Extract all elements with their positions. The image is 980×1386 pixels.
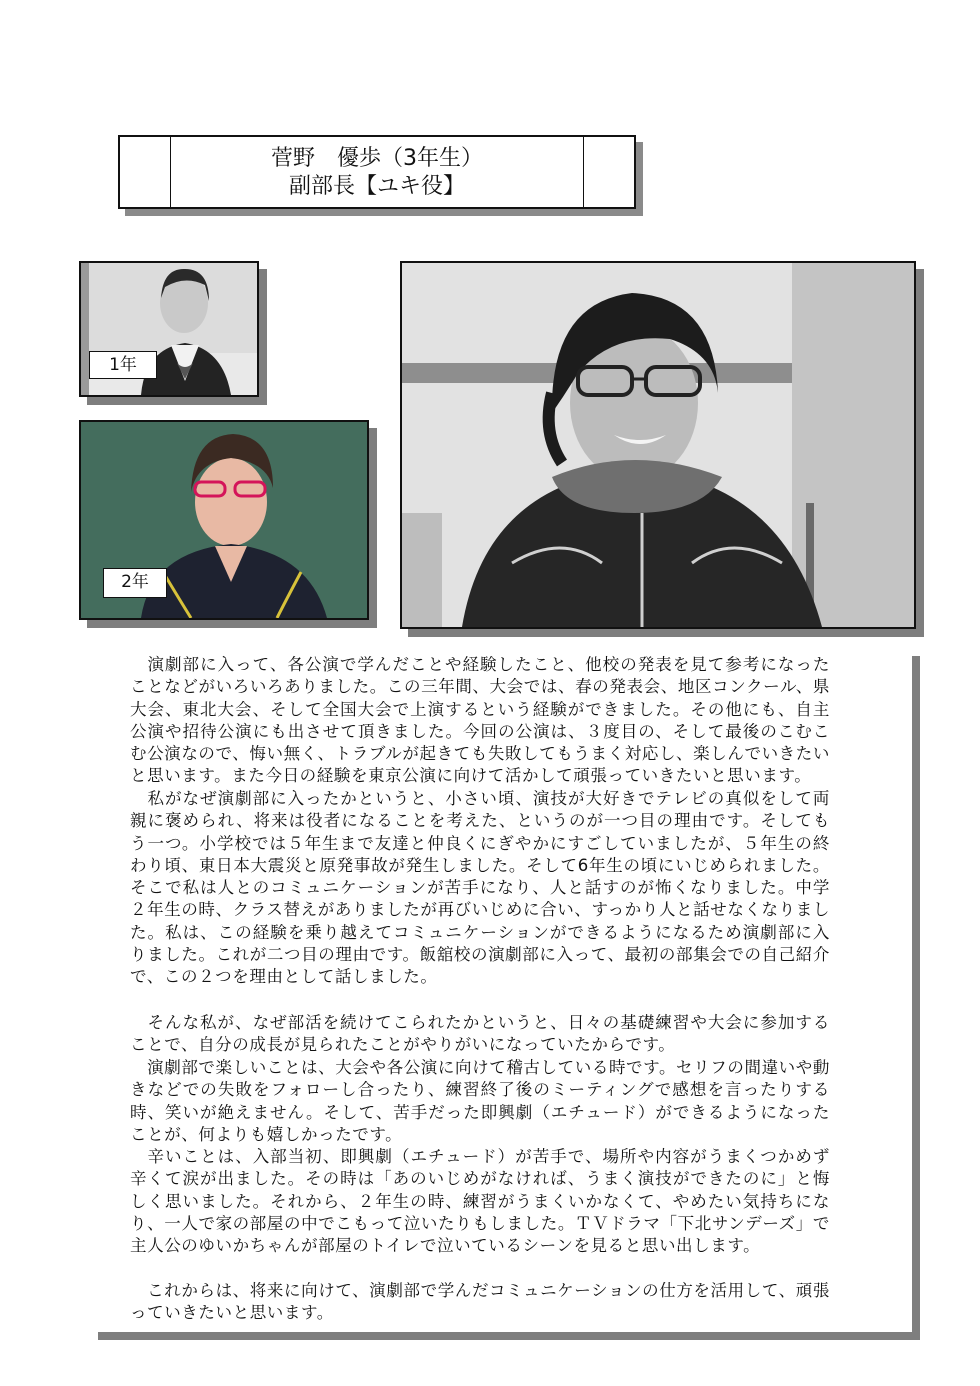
student-name: 菅野 優歩（3年生） bbox=[271, 146, 483, 171]
essay-paragraph: これからは、将来に向けて、演劇部で学んだコミュニケーションの仕方を活用して、頑張っていきたいと思います。 bbox=[130, 1281, 830, 1323]
third-year-photo-image bbox=[402, 263, 914, 627]
essay-panel bbox=[90, 648, 912, 1332]
essay-paragraph: 演劇部に入って、各公演で学んだことや経験したこと、他校の発表を見て参考になったことなどがいろいろありました。この三年間、大会では、春の発表会、地区コンクール、県大会、東北大会、そして全国大会で上演するという経験ができました。その他にも、自主公演や招待公演にも出させて頂きました。今回の公演は、３度目の、そして最後のこむこむ公演なので、悔い無く、トラブルが起きても失敗してもうまく対応し、楽しんでいきたいと思います。また今日の経験を東京公演に向けて活かして頑張っていきたいと思います。 bbox=[130, 655, 830, 786]
essay-paragraph: 辛いことは、入部当初、即興劇（エチュード）が苦手で、場所や内容がうまくつかめず辛くて涙が出ました。その時は「あのいじめがなければ、うまく演技ができたのに」と悔しく思いました。それから、２年生の時、練習がうまくいかなくて、やめたい気持ちになり、一人で家の部屋の中でこもって泣いたりもしました。ＴＶドラマ「下北サンデーズ」で主人公のゆいかちゃんが部屋のトイレで泣いているシーンを見ると思い出します。 bbox=[130, 1147, 830, 1256]
essay-paragraph: そんな私が、なぜ部活を続けてこられたかというと、日々の基礎練習や大会に参加することで、自分の成長が見られたことがやりがいになっていたからです。 bbox=[130, 1013, 830, 1055]
essay-paragraph: 私がなぜ演劇部に入ったかというと、小さい頃、演技が大好きでテレビの真似をして両親に褒められ、将来は役者になることを考えた、というのが一つ目の理由です。そしてもう一つ。小学校では５年生まで友達と仲良くにぎやかにすごしていましたが、５年生の終わり頃、東日本大震災と原発事故が発生しました。そして6年生の頃にいじめられました。そこで私は人とのコミュニケーションが苦手になり、人と話すのが怖くなりました。中学２年生の時、クラス替えがありましたが再びいじめに合い、すっかり人と話せなくなりました。私は、この経験を乗り越えてコミュニケーションができるようになるため演劇部に入りました。これが二つ目の理由です。飯舘校の演劇部に入って、最初の部集会での自己紹介で、この２つを理由として話しました。 bbox=[130, 789, 830, 987]
first-year-photo bbox=[79, 261, 259, 397]
third-year-photo bbox=[400, 261, 916, 629]
second-year-label: 2年 bbox=[103, 568, 167, 598]
title-box bbox=[118, 135, 636, 209]
essay-paragraph: 演劇部で楽しいことは、大会や各公演に向けて稽古している時です。セリフの間違いや動きなどでの失敗をフォローし合ったり、練習終了後のミーティングで感想を言ったりする時、笑いが絶えません。そして、苦手だった即興劇（エチュード）ができるようになったことが、何よりも嬉しかったです。 bbox=[130, 1058, 830, 1144]
first-year-label: 1年 bbox=[89, 351, 157, 379]
second-year-photo bbox=[79, 420, 369, 620]
student-role: 副部長【ユキ役】 bbox=[288, 174, 465, 199]
